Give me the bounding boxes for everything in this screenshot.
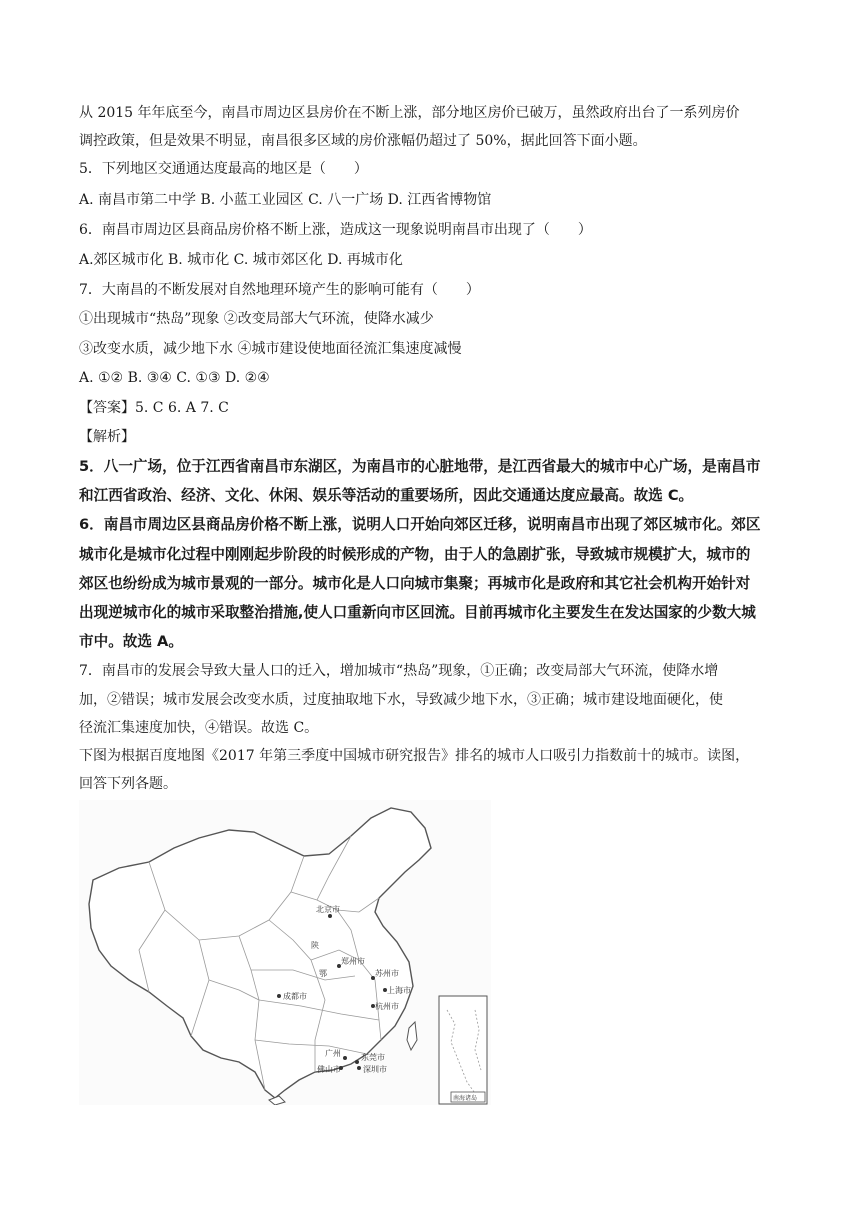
answer-line: 【答案】5. C 6. A 7. C <box>79 400 229 416</box>
intro-line-1: 从 2015 年年底至今，南昌市周边区县房价在不断上涨，部分地区房价已破万，虽然政府出台了一系列房价 <box>79 105 740 121</box>
question-5-options: A. 南昌市第二中学 B. 小蓝工业园区 C. 八一广场 D. 江西省博物馆 <box>79 192 492 208</box>
south-china-sea-inset <box>439 996 487 1104</box>
province-label-hubei: 鄂 <box>319 969 327 978</box>
city-label-suzhou: 苏州市 <box>375 969 399 978</box>
city-label-foshan: 佛山市 <box>317 1065 341 1074</box>
city-label-dongguan: 东莞市 <box>361 1053 385 1062</box>
intro-line-2: 调控政策，但是效果不明显，南昌很多区域的房价涨幅仍超过了 50%，据此回答下面小题。 <box>79 133 647 149</box>
city-label-shanghai: 上海市 <box>387 986 411 995</box>
question-7-options: A. ①② B. ③④ C. ①③ D. ②④ <box>79 370 270 386</box>
province-label-shaanxi: 陕 <box>311 941 319 950</box>
explanation-6-line-2: 城市化是城市化过程中刚刚起步阶段的时候形成的产物，由于人的急剧扩张，导致城市规模扩大，城市的 <box>79 546 751 563</box>
map-intro-line-1: 下图为根据百度地图《2017 年第三季度中国城市研究报告》排名的城市人口吸引力指数前十的城市。读图， <box>79 748 750 764</box>
question-7-statement-2: ③改变水质，减少地下水 ④城市建设使地面径流汇集速度减慢 <box>79 341 462 357</box>
explanation-5-line-1: 5．八一广场，位于江西省南昌市东湖区，为南昌市的心脏地带，是江西省最大的城市中心广场，是南昌市 <box>79 458 761 475</box>
inset-label: 南海诸岛 <box>453 1095 478 1102</box>
explanation-6-line-4: 出现逆城市化的城市采取整治措施,使人口重新向市区回流。目前再城市化主要发生在发达国家的少数大城 <box>79 604 756 621</box>
explanation-7-line-3: 径流汇集速度加快，④错误。故选 C。 <box>79 720 319 736</box>
city-label-zhengzhou: 郑州市 <box>341 957 365 966</box>
explanation-5-line-2: 和江西省政治、经济、文化、休闲、娱乐等活动的重要场所，因此交通通达度应最高。故选 C。 <box>79 487 694 504</box>
explanation-6-line-1: 6．南昌市周边区县商品房价格不断上涨，说明人口开始向郊区迁移，说明南昌市出现了郊区城市化。郊区 <box>79 516 761 533</box>
city-label-hangzhou: 杭州市 <box>375 1002 399 1011</box>
question-5-stem: 5．下列地区交通通达度最高的地区是（ ） <box>79 161 368 177</box>
question-7-statement-1: ①出现城市“热岛”现象 ②改变局部大气环流，使降水减少 <box>79 311 434 327</box>
explanation-6-line-5: 市中。故选 A。 <box>79 633 183 650</box>
city-label-guangzhou: 广州 <box>325 1049 341 1058</box>
explanation-6-line-3: 郊区也纷纷成为城市景观的一部分。城市化是人口向城市集聚；再城市化是政府和其它社会机构开始针对 <box>79 575 751 592</box>
question-6-stem: 6．南昌市周边区县商品房价格不断上涨，造成这一现象说明南昌市出现了（ ） <box>79 222 592 238</box>
map-intro-line-2: 回答下列各题。 <box>79 776 177 792</box>
question-6-options: A.郊区城市化 B. 城市化 C. 城市郊区化 D. 再城市化 <box>79 252 403 268</box>
explanation-7-line-2: 加，②错误；城市发展会改变水质，过度抽取地下水，导致减少地下水，③正确；城市建设地面硬化，使 <box>79 692 723 708</box>
city-label-beijing: 北京市 <box>316 905 340 914</box>
explanation-7-line-1: 7．南昌市的发展会导致大量人口的迁入，增加城市“热岛”现象，①正确；改变局部大气环流，使降水增 <box>79 663 719 679</box>
city-label-shenzhen: 深圳市 <box>363 1065 387 1074</box>
city-label-chengdu: 成都市 <box>283 992 307 1001</box>
analysis-label: 【解析】 <box>79 429 135 445</box>
china-city-map <box>79 800 491 1105</box>
question-7-stem: 7．大南昌的不断发展对自然地理环境产生的影响可能有（ ） <box>79 282 480 298</box>
